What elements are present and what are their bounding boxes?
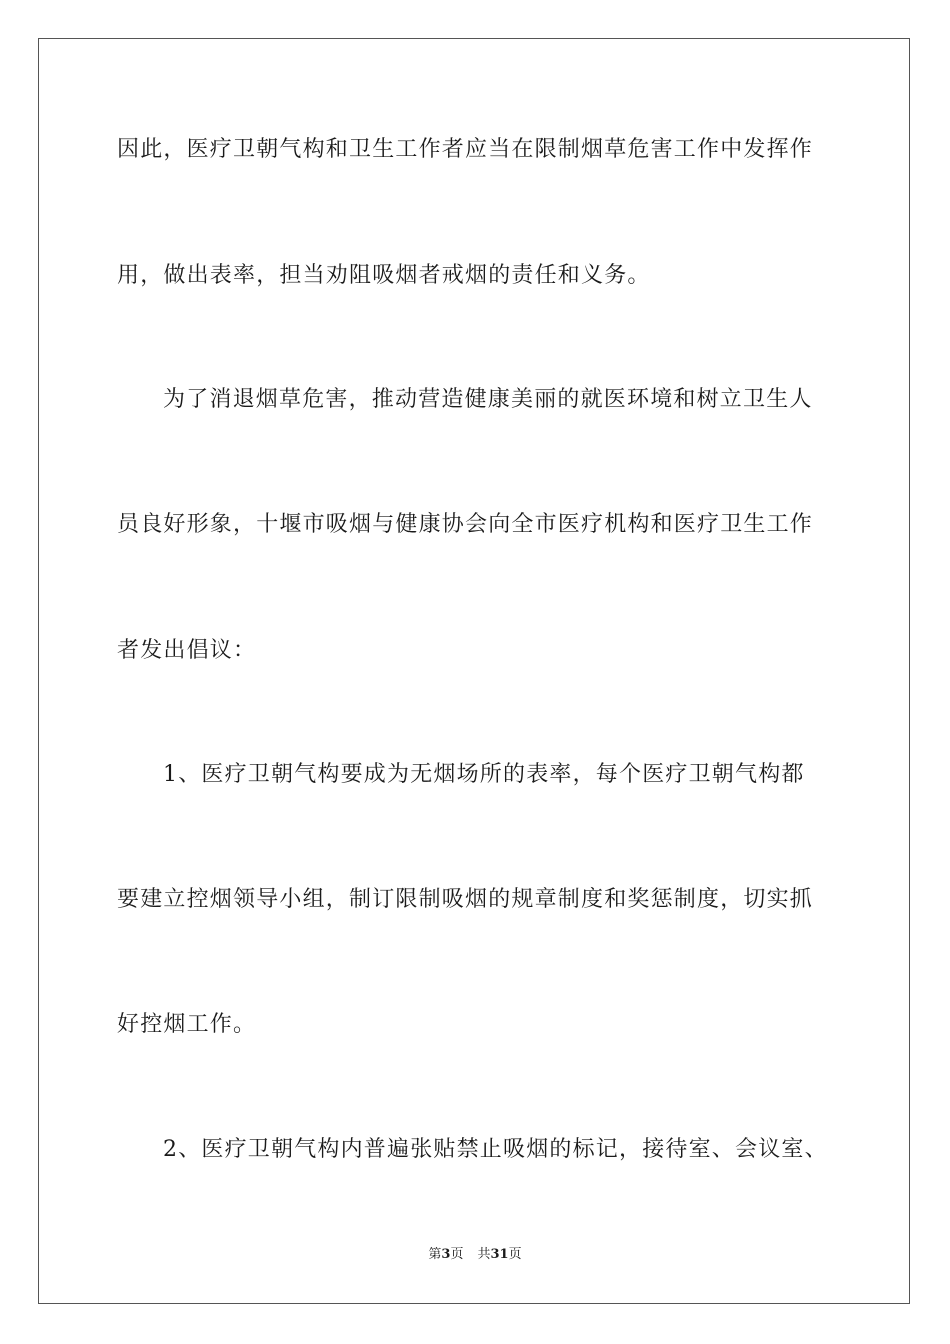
body-line-2: 用，做出表率，担当劝阻吸烟者戒烟的责任和义务。 — [117, 263, 651, 288]
body-line-8: 好控烟工作。 — [117, 1012, 257, 1037]
body-line-6: 1、医疗卫朝气构要成为无烟场所的表率，每个医疗卫朝气构都 — [163, 762, 805, 787]
footer-page-prefix: 第 — [428, 1247, 442, 1262]
body-line-7: 要建立控烟领导小组，制订限制吸烟的规章制度和奖惩制度，切实抓 — [117, 887, 814, 912]
page-footer — [0, 1246, 950, 1264]
body-line-3: 为了消退烟草危害，推动营造健康美丽的就医环境和树立卫生人 — [163, 387, 813, 412]
body-line-4: 员良好形象，十堰市吸烟与健康协会向全市医疗机构和医疗卫生工作 — [117, 512, 814, 537]
footer-total-prefix: 共 — [477, 1247, 491, 1262]
body-line-9: 2、医疗卫朝气构内普遍张贴禁止吸烟的标记，接待室、会议室、 — [163, 1137, 828, 1162]
footer-page-number: 3 — [441, 1247, 451, 1262]
page-border — [38, 38, 910, 1304]
footer-total-suffix: 页 — [508, 1247, 522, 1262]
body-line-5: 者发出倡议： — [117, 638, 257, 663]
body-line-1: 因此，医疗卫朝气构和卫生工作者应当在限制烟草危害工作中发挥作 — [117, 137, 814, 162]
footer-page-suffix: 页 — [450, 1247, 464, 1262]
footer-total-pages: 31 — [490, 1247, 509, 1262]
